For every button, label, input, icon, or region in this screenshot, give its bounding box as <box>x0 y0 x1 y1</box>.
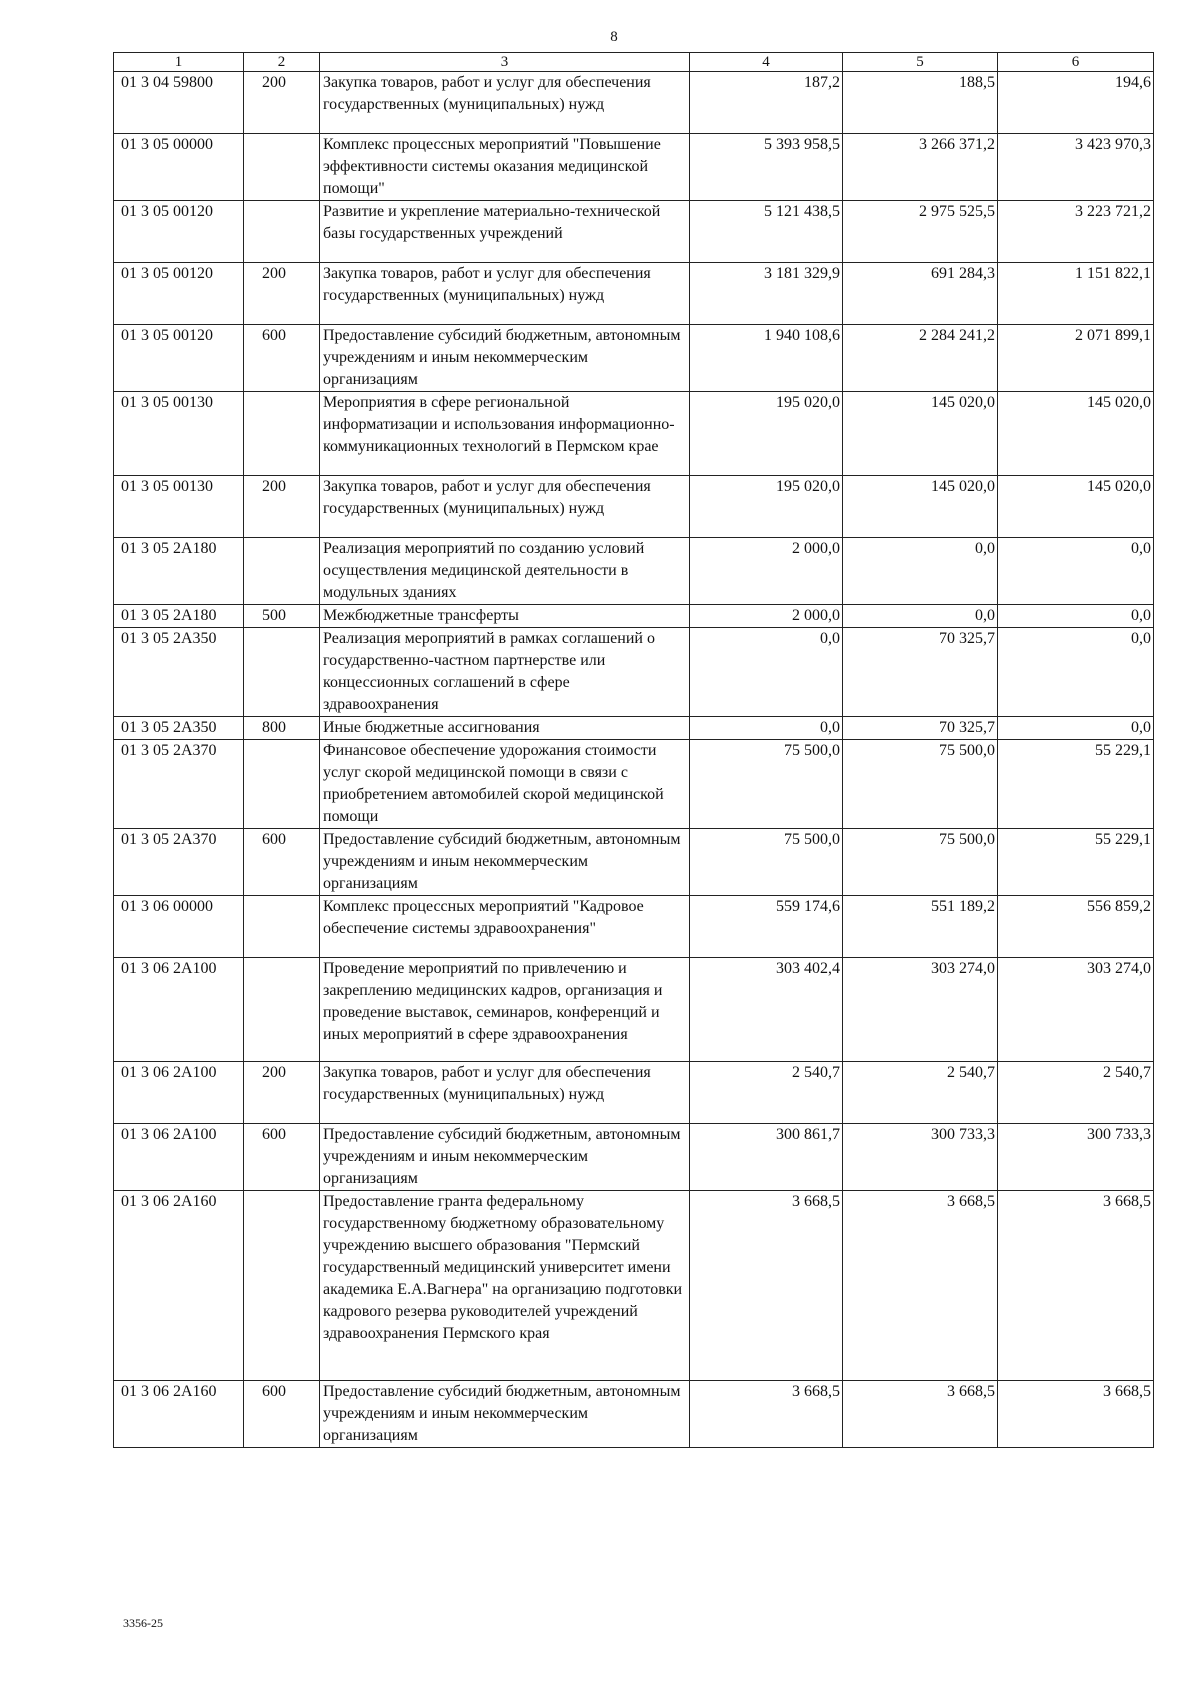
budget-code-cell: 01 3 06 2А100 <box>114 1062 244 1124</box>
expense-type-cell: 600 <box>244 829 320 896</box>
amount-col4-cell: 2 540,7 <box>690 1062 843 1124</box>
budget-code-cell: 01 3 05 00120 <box>114 325 244 392</box>
amount-col6-cell: 556 859,2 <box>998 896 1154 958</box>
amount-col6-cell: 3 423 970,3 <box>998 134 1154 201</box>
amount-col4-cell: 187,2 <box>690 72 843 134</box>
item-name-cell: Реализация мероприятий в рамках соглашений о государственно-частном партнерстве или концессионных соглашений в сфере здравоохранения <box>320 628 690 717</box>
amount-col6-cell: 55 229,1 <box>998 829 1154 896</box>
expense-type-cell <box>244 1191 320 1381</box>
expense-type-cell <box>244 134 320 201</box>
amount-col6-cell: 145 020,0 <box>998 392 1154 476</box>
expense-type-cell <box>244 538 320 605</box>
expense-type-cell: 200 <box>244 72 320 134</box>
amount-col4-cell: 2 000,0 <box>690 605 843 628</box>
budget-code-cell: 01 3 05 2А350 <box>114 628 244 717</box>
budget-code-cell: 01 3 05 2А350 <box>114 717 244 740</box>
amount-col4-cell: 5 393 958,5 <box>690 134 843 201</box>
budget-code-cell: 01 3 05 00120 <box>114 263 244 325</box>
amount-col4-cell: 303 402,4 <box>690 958 843 1062</box>
budget-code-cell: 01 3 05 00130 <box>114 476 244 538</box>
budget-code-cell: 01 3 05 00130 <box>114 392 244 476</box>
budget-code-cell: 01 3 06 2А160 <box>114 1191 244 1381</box>
amount-col6-cell: 194,6 <box>998 72 1154 134</box>
amount-col5-cell: 70 325,7 <box>843 717 998 740</box>
expense-type-cell: 500 <box>244 605 320 628</box>
amount-col4-cell: 3 668,5 <box>690 1381 843 1448</box>
table-row <box>114 392 1154 476</box>
budget-code-cell: 01 3 05 2А180 <box>114 538 244 605</box>
item-name-cell: Комплекс процессных мероприятий "Повышение эффективности системы оказания медицинской помощи" <box>320 134 690 201</box>
amount-col6-cell: 2 071 899,1 <box>998 325 1154 392</box>
expense-type-cell: 600 <box>244 1381 320 1448</box>
amount-col6-cell: 3 668,5 <box>998 1191 1154 1381</box>
table-row <box>114 740 1154 829</box>
table-header-row <box>114 53 1154 72</box>
budget-code-cell: 01 3 05 00120 <box>114 201 244 263</box>
amount-col4-cell: 1 940 108,6 <box>690 325 843 392</box>
amount-col6-cell: 145 020,0 <box>998 476 1154 538</box>
item-name-cell: Предоставление субсидий бюджетным, автономным учреждениям и иным некоммерческим организациям <box>320 829 690 896</box>
expense-type-cell <box>244 628 320 717</box>
amount-col4-cell: 0,0 <box>690 628 843 717</box>
table-row <box>114 72 1154 134</box>
expense-type-cell: 600 <box>244 1124 320 1191</box>
amount-col4-cell: 5 121 438,5 <box>690 201 843 263</box>
item-name-cell: Закупка товаров, работ и услуг для обеспечения государственных (муниципальных) нужд <box>320 263 690 325</box>
amount-col6-cell: 300 733,3 <box>998 1124 1154 1191</box>
amount-col4-cell: 300 861,7 <box>690 1124 843 1191</box>
column-header: 3 <box>320 53 690 72</box>
expense-type-cell <box>244 740 320 829</box>
expense-type-cell <box>244 201 320 263</box>
budget-table-container <box>113 52 1153 1448</box>
item-name-cell: Проведение мероприятий по привлечению и закреплению медицинских кадров, организация и проведение выставок, семинаров, конференций и иных мероприятий в сфере здравоохранения <box>320 958 690 1062</box>
item-name-cell: Иные бюджетные ассигнования <box>320 717 690 740</box>
amount-col5-cell: 75 500,0 <box>843 740 998 829</box>
expense-type-cell: 200 <box>244 1062 320 1124</box>
amount-col5-cell: 3 266 371,2 <box>843 134 998 201</box>
table-row <box>114 829 1154 896</box>
item-name-cell: Предоставление субсидий бюджетным, автономным учреждениям и иным некоммерческим организациям <box>320 1381 690 1448</box>
amount-col6-cell: 0,0 <box>998 717 1154 740</box>
expense-type-cell <box>244 896 320 958</box>
amount-col4-cell: 195 020,0 <box>690 476 843 538</box>
amount-col5-cell: 303 274,0 <box>843 958 998 1062</box>
budget-code-cell: 01 3 06 2А100 <box>114 958 244 1062</box>
amount-col4-cell: 3 668,5 <box>690 1191 843 1381</box>
expense-type-cell <box>244 958 320 1062</box>
table-row <box>114 476 1154 538</box>
amount-col4-cell: 75 500,0 <box>690 740 843 829</box>
table-row <box>114 958 1154 1062</box>
table-row <box>114 1124 1154 1191</box>
amount-col4-cell: 2 000,0 <box>690 538 843 605</box>
amount-col5-cell: 691 284,3 <box>843 263 998 325</box>
amount-col6-cell: 1 151 822,1 <box>998 263 1154 325</box>
column-header: 1 <box>114 53 244 72</box>
amount-col4-cell: 3 181 329,9 <box>690 263 843 325</box>
amount-col5-cell: 3 668,5 <box>843 1191 998 1381</box>
item-name-cell: Мероприятия в сфере региональной информатизации и использования информационно-коммуникационных технологий в Пермском крае <box>320 392 690 476</box>
item-name-cell: Предоставление гранта федеральному государственному бюджетному образовательному учреждению высшего образования "Пермский государственный медицинский университет имени академика Е.А.Вагнера" на организацию подготовки кадрового резерва руководителей учреждений здравоохранения Пермского края <box>320 1191 690 1381</box>
table-row <box>114 717 1154 740</box>
amount-col5-cell: 0,0 <box>843 605 998 628</box>
amount-col6-cell: 3 668,5 <box>998 1381 1154 1448</box>
budget-code-cell: 01 3 05 2А180 <box>114 605 244 628</box>
table-row <box>114 1381 1154 1448</box>
table-row <box>114 325 1154 392</box>
amount-col5-cell: 3 668,5 <box>843 1381 998 1448</box>
budget-code-cell: 01 3 05 2А370 <box>114 829 244 896</box>
item-name-cell: Комплекс процессных мероприятий "Кадровое обеспечение системы здравоохранения" <box>320 896 690 958</box>
budget-code-cell: 01 3 04 59800 <box>114 72 244 134</box>
item-name-cell: Межбюджетные трансферты <box>320 605 690 628</box>
table-row <box>114 263 1154 325</box>
amount-col4-cell: 559 174,6 <box>690 896 843 958</box>
expense-type-cell <box>244 392 320 476</box>
budget-code-cell: 01 3 05 00000 <box>114 134 244 201</box>
item-name-cell: Закупка товаров, работ и услуг для обеспечения государственных (муниципальных) нужд <box>320 72 690 134</box>
item-name-cell: Предоставление субсидий бюджетным, автономным учреждениям и иным некоммерческим организациям <box>320 1124 690 1191</box>
item-name-cell: Финансовое обеспечение удорожания стоимости услуг скорой медицинской помощи в связи с приобретением автомобилей скорой медицинской помощи <box>320 740 690 829</box>
item-name-cell: Реализация мероприятий по созданию условий осуществления медицинской деятельности в модульных зданиях <box>320 538 690 605</box>
expense-type-cell: 200 <box>244 476 320 538</box>
amount-col5-cell: 551 189,2 <box>843 896 998 958</box>
item-name-cell: Закупка товаров, работ и услуг для обеспечения государственных (муниципальных) нужд <box>320 1062 690 1124</box>
budget-code-cell: 01 3 06 2А160 <box>114 1381 244 1448</box>
amount-col6-cell: 55 229,1 <box>998 740 1154 829</box>
amount-col5-cell: 75 500,0 <box>843 829 998 896</box>
budget-code-cell: 01 3 06 2А100 <box>114 1124 244 1191</box>
item-name-cell: Развитие и укрепление материально-технической базы государственных учреждений <box>320 201 690 263</box>
amount-col4-cell: 75 500,0 <box>690 829 843 896</box>
expense-type-cell: 800 <box>244 717 320 740</box>
amount-col5-cell: 70 325,7 <box>843 628 998 717</box>
amount-col5-cell: 188,5 <box>843 72 998 134</box>
amount-col5-cell: 145 020,0 <box>843 476 998 538</box>
amount-col4-cell: 195 020,0 <box>690 392 843 476</box>
table-row <box>114 605 1154 628</box>
amount-col6-cell: 2 540,7 <box>998 1062 1154 1124</box>
expense-type-cell: 600 <box>244 325 320 392</box>
column-header: 6 <box>998 53 1154 72</box>
budget-code-cell: 01 3 05 2А370 <box>114 740 244 829</box>
table-row <box>114 201 1154 263</box>
column-header: 2 <box>244 53 320 72</box>
item-name-cell: Предоставление субсидий бюджетным, автономным учреждениям и иным некоммерческим организациям <box>320 325 690 392</box>
column-header: 4 <box>690 53 843 72</box>
amount-col6-cell: 3 223 721,2 <box>998 201 1154 263</box>
amount-col6-cell: 0,0 <box>998 628 1154 717</box>
document-code: 3356-25 <box>123 1616 163 1630</box>
table-row <box>114 1062 1154 1124</box>
amount-col5-cell: 145 020,0 <box>843 392 998 476</box>
table-body <box>114 72 1154 1448</box>
page-number: 8 <box>610 29 618 45</box>
table-row <box>114 628 1154 717</box>
expense-type-cell: 200 <box>244 263 320 325</box>
amount-col5-cell: 300 733,3 <box>843 1124 998 1191</box>
column-header: 5 <box>843 53 998 72</box>
budget-table <box>113 52 1154 1448</box>
amount-col6-cell: 0,0 <box>998 605 1154 628</box>
amount-col6-cell: 303 274,0 <box>998 958 1154 1062</box>
amount-col5-cell: 2 284 241,2 <box>843 325 998 392</box>
amount-col5-cell: 2 540,7 <box>843 1062 998 1124</box>
table-row <box>114 1191 1154 1381</box>
amount-col5-cell: 2 975 525,5 <box>843 201 998 263</box>
amount-col5-cell: 0,0 <box>843 538 998 605</box>
amount-col4-cell: 0,0 <box>690 717 843 740</box>
item-name-cell: Закупка товаров, работ и услуг для обеспечения государственных (муниципальных) нужд <box>320 476 690 538</box>
budget-code-cell: 01 3 06 00000 <box>114 896 244 958</box>
table-row <box>114 538 1154 605</box>
table-row <box>114 896 1154 958</box>
amount-col6-cell: 0,0 <box>998 538 1154 605</box>
table-row <box>114 134 1154 201</box>
